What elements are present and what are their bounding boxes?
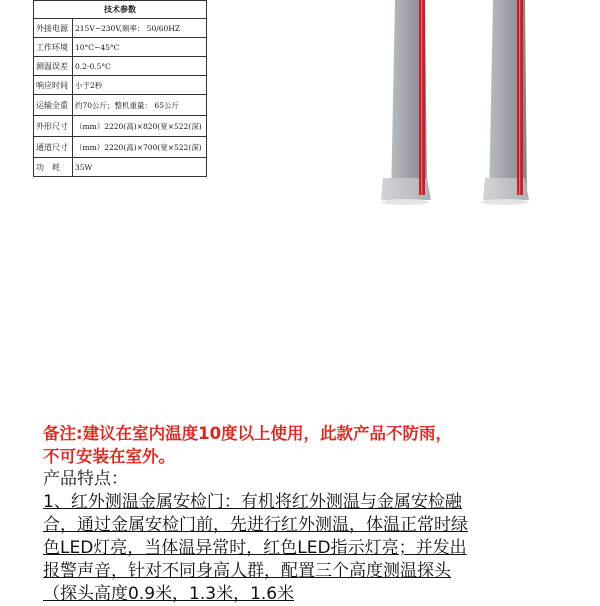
features-line: 1、红外测温金属安检门：有机将红外测温与金属安检融	[43, 492, 462, 512]
spec-table-title: 技术参数	[34, 1, 207, 19]
right-gate-pillar	[481, 0, 529, 205]
spec-value: 215V~230V,频率： 50/60HZ	[73, 19, 207, 38]
warning-note	[43, 422, 553, 468]
spec-table	[33, 0, 207, 177]
features-line: 报警声音，针对不同身高人群，配置三个高度测温探头	[43, 561, 451, 581]
spec-label: 运输全重	[34, 95, 73, 116]
features-line: 色LED灯亮，当体温异常时，红色LED指示灯亮；并发出	[43, 538, 467, 558]
spec-row	[34, 76, 207, 95]
features-title: 产品特点：	[43, 469, 128, 489]
spec-label: 响应时间	[34, 76, 73, 95]
warning-note-line: 不可安装在室外。	[43, 447, 175, 466]
spec-label: 外接电源	[34, 19, 73, 38]
metal-detector-gate-image	[375, 0, 555, 215]
spec-row	[34, 19, 207, 38]
spec-value: 约70公斤；整机重量： 65公斤	[73, 95, 207, 116]
features-line: （探头高度0.9米，1.3米，1.6米	[43, 584, 295, 604]
features-body	[43, 491, 553, 606]
spec-value: 10°C~45°C	[73, 38, 207, 57]
left-gate-pillar	[381, 0, 431, 205]
features-line: 合，通过金属安检门前，先进行红外测温，体温正常时绿	[43, 515, 468, 535]
spec-row	[34, 95, 207, 116]
spec-value: （mm）2220(高)×700(宽×522(深)	[73, 137, 207, 158]
spec-value: 35W	[73, 158, 207, 177]
spec-label: 工作环境	[34, 38, 73, 57]
spec-table-header	[34, 1, 207, 19]
spec-label: 功 耗	[34, 158, 73, 177]
spec-label: 外形尺寸	[34, 116, 73, 137]
warning-note-line: 备注:建议在室内温度10度以上使用，此款产品不防雨，	[43, 424, 453, 443]
spec-value: 0.2-0.5°C	[73, 57, 207, 76]
spec-label: 测温误差	[34, 57, 73, 76]
spec-row	[34, 57, 207, 76]
gate-illustration	[375, 0, 555, 215]
spec-label: 通道尺寸	[34, 137, 73, 158]
spec-value: （mm）2220(高)×820(宽×522(深)	[73, 116, 207, 137]
spec-row	[34, 38, 207, 57]
spec-row	[34, 116, 207, 137]
spec-value: 小于2秒	[73, 76, 207, 95]
spec-row	[34, 137, 207, 158]
spec-row	[34, 158, 207, 177]
